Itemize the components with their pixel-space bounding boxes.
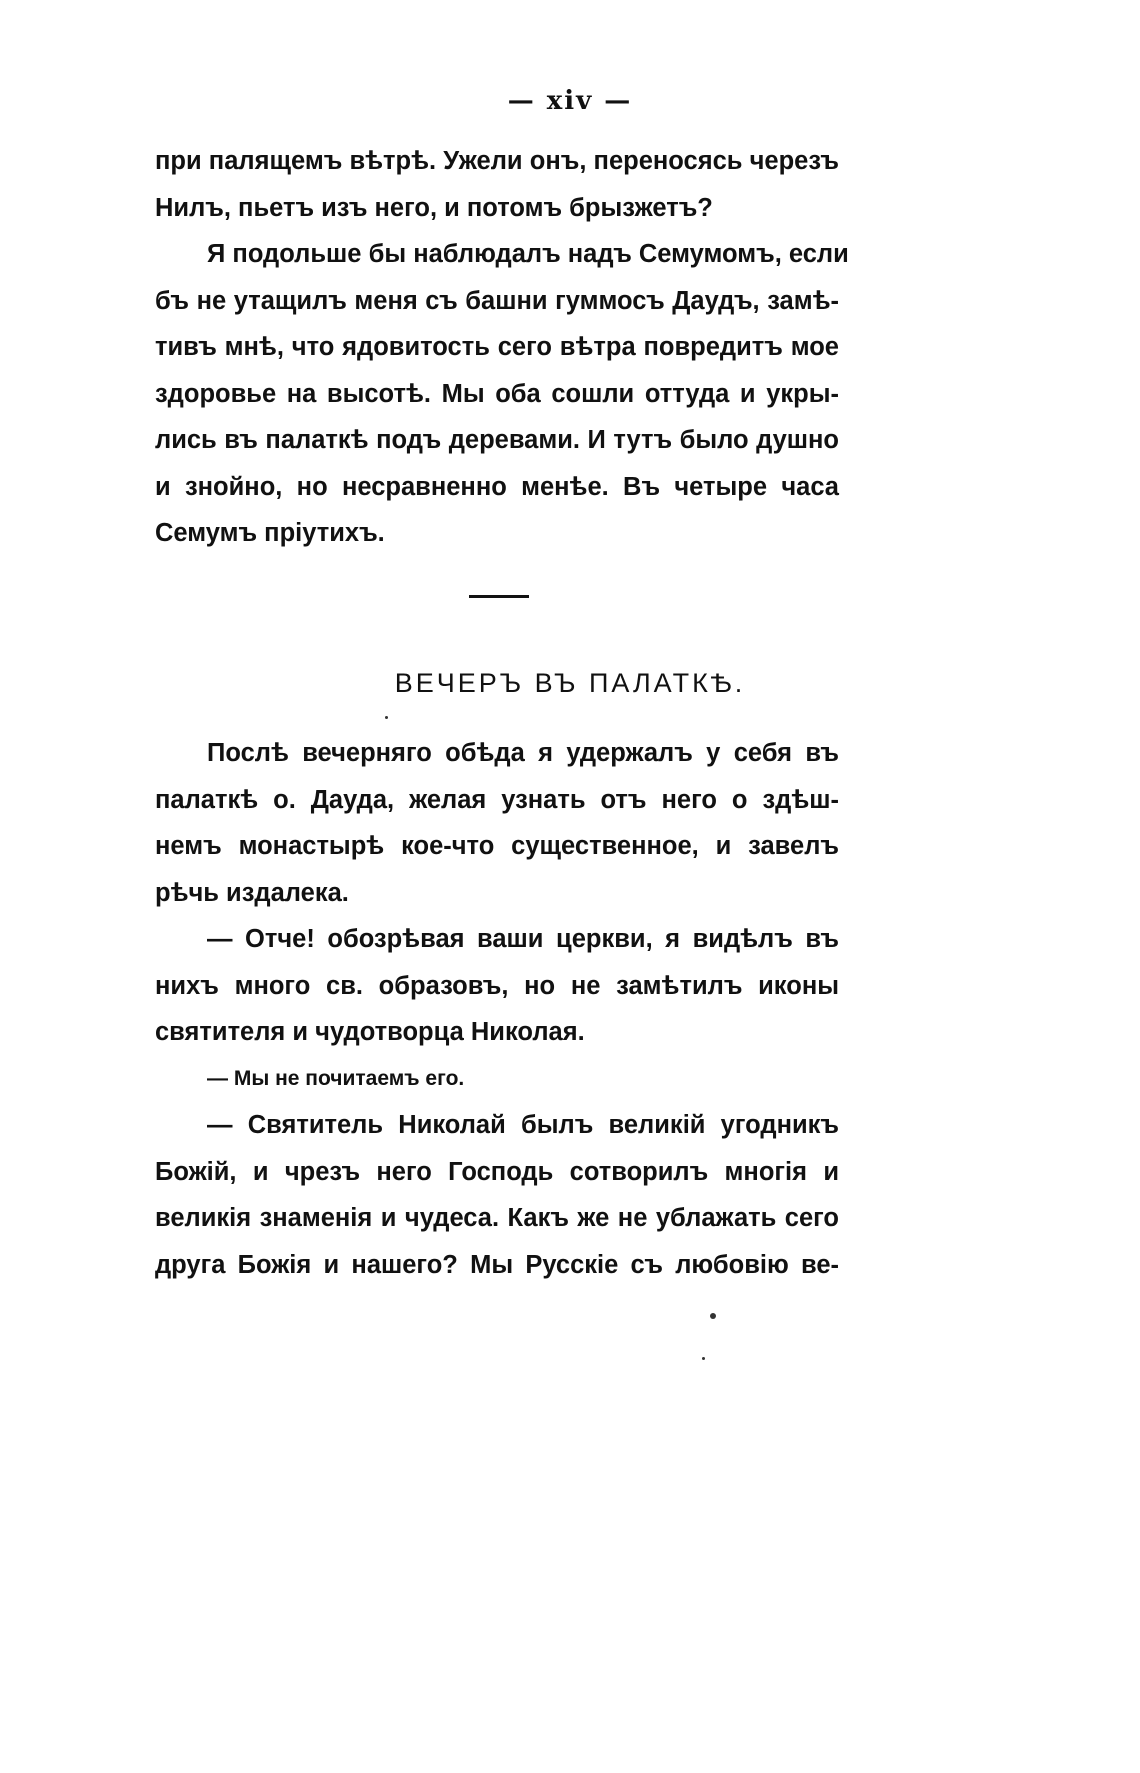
- text-line: святителя и чудотворца Николая.: [155, 1018, 585, 1046]
- print-speck: [702, 1357, 705, 1360]
- text-line: и знойно, но несравненно менѣе. Въ четыре часа: [155, 472, 839, 501]
- paragraph-5: [155, 1056, 839, 1103]
- text-line: Я подольше бы наблюдалъ надъ Семумомъ, если: [207, 240, 849, 268]
- text-line: Послѣ вечерняго обѣда я удержалъ у себя въ: [207, 739, 839, 767]
- text-line: — Святитель Николай былъ великій угодникъ: [207, 1111, 839, 1139]
- print-speck: [710, 1313, 716, 1319]
- text-line: рѣчь издалека.: [155, 878, 349, 907]
- text-line: нихъ много св. образовъ, но не замѣтилъ иконы: [155, 971, 839, 1000]
- section-separator: [469, 595, 529, 598]
- text-line: Семумъ пріутихъ.: [155, 519, 385, 547]
- paragraph-4: [155, 916, 839, 1056]
- text-line: — Отче! обозрѣвая ваши церкви, я видѣлъ въ: [207, 925, 839, 953]
- paragraph-2: [155, 231, 849, 557]
- second-section-text: [155, 730, 839, 1288]
- text-line: бъ не утащилъ меня съ башни гуммосъ Даудъ, замѣ-: [155, 286, 839, 315]
- text-line: немъ монастырѣ кое-что существенное, и завелъ: [155, 832, 839, 860]
- running-head: — xiv —: [507, 86, 633, 116]
- text-line: великія знаменія и чудеса. Какъ же не ублажать сего: [155, 1204, 839, 1232]
- text-line: — Мы не почитаемъ его.: [207, 1066, 465, 1090]
- text-line: палаткѣ о. Дауда, желая узнать отъ него о здѣш-: [155, 785, 839, 814]
- text-line: лись въ палаткѣ подъ деревами. И тутъ было душно: [155, 426, 839, 454]
- text-line: друга Божія и нашего? Мы Русскіе съ любовію ве-: [155, 1250, 839, 1279]
- section-title: ВЕЧЕРЪ ВЪ ПАЛАТКѢ.: [394, 668, 746, 698]
- first-section-text: [155, 138, 849, 557]
- paragraph-1: [155, 138, 839, 231]
- paragraph-3: [155, 730, 839, 916]
- text-line: тивъ мнѣ, что ядовитость сего вѣтра повредитъ мое: [155, 333, 839, 361]
- paragraph-6: [155, 1102, 839, 1288]
- text-line: здоровье на высотѣ. Мы оба сошли оттуда и укры-: [155, 379, 839, 408]
- print-speck: [385, 716, 388, 719]
- text-line: Божій, и чрезъ него Господь сотворилъ многія и: [155, 1157, 839, 1186]
- text-line: Нилъ, пьетъ изъ него, и потомъ брызжетъ?: [155, 193, 713, 222]
- text-line: при палящемъ вѣтрѣ. Ужели онъ, переносясь черезъ: [155, 147, 839, 175]
